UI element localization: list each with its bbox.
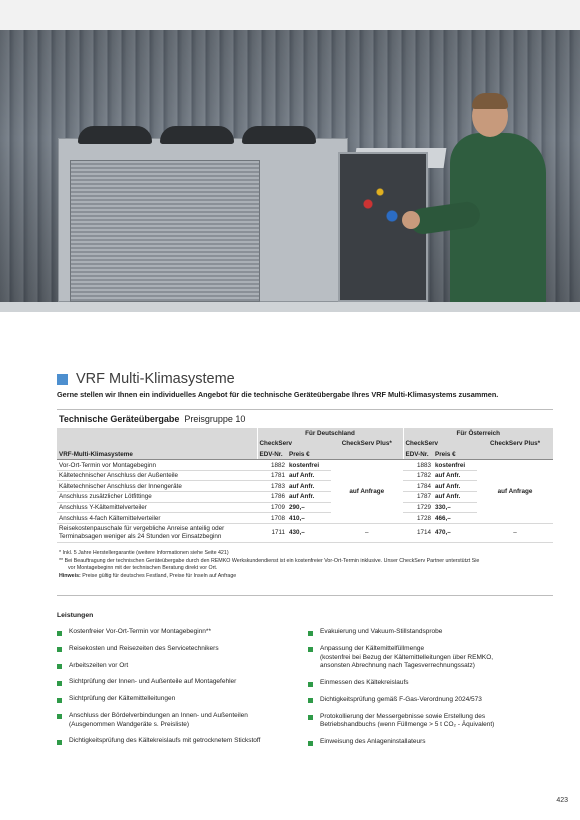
price-table xyxy=(57,428,553,543)
green-bullet-icon xyxy=(308,741,313,746)
services-title: Leistungen xyxy=(57,612,94,619)
table-row: Anschluss zusätzlicher Lötfittinge 1786 auf Anfr. 1787 auf Anfr. xyxy=(57,492,553,503)
green-bullet-icon xyxy=(57,664,62,669)
checkserv-plus-de: auf Anfrage xyxy=(331,460,403,524)
footnote: * Inkl. 5 Jahre Herstellergarantie (weitere Informationen siehe Seite 421) xyxy=(59,550,229,556)
footnote: vor Montagebeginn mit der technischen Beratung direkt vor Ort. xyxy=(68,565,218,571)
table-row: Anschluss 4-fach Kältemittelverteiler 1708 410,– 1728 466,– xyxy=(57,513,553,524)
divider xyxy=(57,409,553,410)
green-bullet-icon xyxy=(308,647,313,652)
hero-photo xyxy=(0,0,580,312)
green-bullet-icon xyxy=(308,698,313,703)
green-bullet-icon xyxy=(308,682,313,687)
list-item: Dichtigkeitsprüfung des Kältekreislaufs mit getrocknetem Stickstoff xyxy=(57,737,297,746)
list-item: Anschluss der Bördelverbindungen an Innen- und Außenteilen (Ausgenommen Wandgeräte s. Preisliste) xyxy=(57,712,297,730)
list-item: Protokollierung der Messergebnisse sowie Erstellung des Betriebshandbuchs (wenn Füllmenge > 5 t CO₂ - Äquivalent) xyxy=(308,713,558,731)
hint: Hinweis: Preise gültig für deutsches Festland, Preise für Inseln auf Anfrage xyxy=(59,573,237,579)
services-list-right xyxy=(308,628,558,755)
green-bullet-icon xyxy=(57,631,62,636)
list-item: Evakuierung und Vakuum-Stillstandsprobe xyxy=(308,628,558,637)
table-subgroup-header: CheckServ CheckServ Plus* CheckServ CheckServ Plus* xyxy=(57,439,553,450)
services-list-left xyxy=(57,628,297,754)
green-bullet-icon xyxy=(57,740,62,745)
green-bullet-icon xyxy=(57,698,62,703)
list-item: Anpassung der Kältemittelfüllmenge (kostenfrei bei Bezug der Kältemittelleitungen über REMKO, ansonsten Abrechnung nach Tagesverrechnungssatz) xyxy=(308,645,558,671)
square-bullet-icon xyxy=(57,374,68,385)
footnote: ** Bei Beauftragung der technischen Geräteübergabe durch den REMKO Werkskundendienst ist ein kostenfreier Vor-Ort-Termin inklusive. Unser CheckServ Partner unterstützt Sie xyxy=(59,558,480,564)
table-row: Reisekostenpauschale für vergebliche Anreise anteilig oder Terminabsagen weniger als 24 Stunden vor Einsatzbeginn 1711 430,– – 1714 470,– – xyxy=(57,523,553,542)
table-group-header: Für Deutschland Für Österreich xyxy=(57,428,553,439)
green-bullet-icon xyxy=(57,647,62,652)
list-item: Sichtprüfung der Kältemittelleitungen xyxy=(57,695,297,704)
list-item: Arbeitszeiten vor Ort xyxy=(57,662,297,671)
section-header xyxy=(57,371,235,387)
list-item: Sichtprüfung der Innen- und Außenteile auf Montagefehler xyxy=(57,678,297,687)
divider xyxy=(57,595,553,596)
table-title: Technische Geräteübergabe Preisgruppe 10 xyxy=(59,414,246,424)
table-row: Kältetechnischer Anschluss der Innengeräte 1783 auf Anfr. 1784 auf Anfr. xyxy=(57,481,553,492)
list-item: Einmessen des Kältekreislaufs xyxy=(308,679,558,688)
table-row: Anschluss Y-Kältemittelverteiler 1709 290,– 1729 330,– xyxy=(57,502,553,513)
green-bullet-icon xyxy=(57,681,62,686)
list-item: Kostenfreier Vor-Ort-Termin vor Montagebeginn** xyxy=(57,628,297,637)
table-row: Kältetechnischer Anschluss der Außenteile 1781 auf Anfr. 1782 auf Anfr. xyxy=(57,470,553,481)
checkserv-plus-at: auf Anfrage xyxy=(477,460,553,524)
page-number: 423 xyxy=(556,797,568,804)
green-bullet-icon xyxy=(308,715,313,720)
fan-grille xyxy=(78,126,152,144)
table-column-header: VRF-Multi-Klimasysteme EDV-Nr. Preis € EDV-Nr. Preis € xyxy=(57,449,553,460)
technician xyxy=(420,95,550,302)
section-intro: Gerne stellen wir Ihnen ein individuelles Angebot für die technische Geräteübergabe Ihres VRF Multi-Klimasystems zusammen. xyxy=(57,390,499,399)
list-item: Reisekosten und Reisezeiten des Servicetechnikers xyxy=(57,645,297,654)
green-bullet-icon xyxy=(308,631,313,636)
table-row: Vor-Ort-Termin vor Montagebeginn 1882 kostenfrei auf Anfrage 1883 kostenfrei auf Anfrage xyxy=(57,460,553,471)
list-item: Dichtigkeitsprüfung gemäß F-Gas-Verordnung 2024/573 xyxy=(308,696,558,705)
photo-top-band xyxy=(0,0,580,30)
green-bullet-icon xyxy=(57,714,62,719)
fan-grille xyxy=(160,126,234,144)
list-item: Einweisung des Anlageninstallateurs xyxy=(308,738,558,747)
photo-bottom-band xyxy=(0,302,580,312)
section-title: VRF Multi-Klimasysteme xyxy=(76,371,235,387)
fan-grille xyxy=(242,126,316,144)
condenser-coil xyxy=(70,160,260,302)
